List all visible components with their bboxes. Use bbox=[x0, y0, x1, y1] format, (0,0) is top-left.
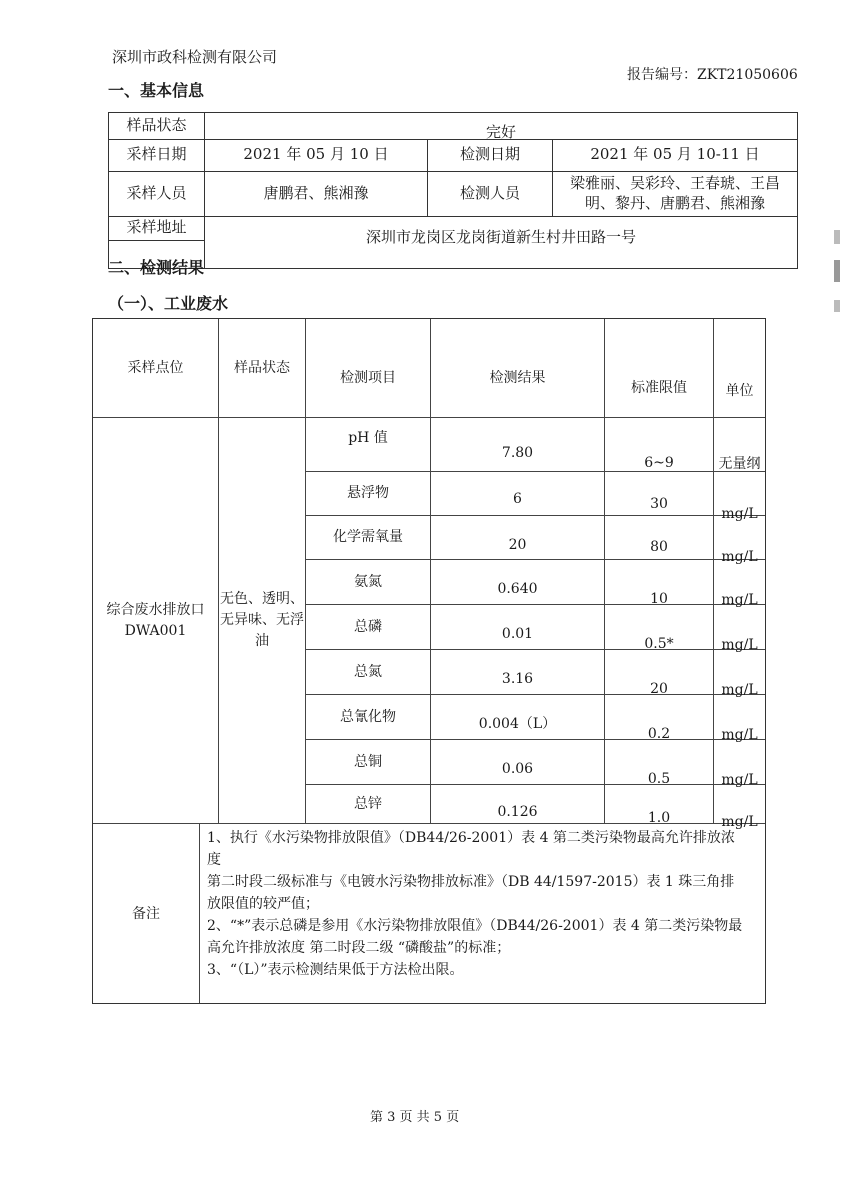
header-test-item: 检测项目 bbox=[340, 369, 396, 386]
seam-stamp-fragment bbox=[832, 220, 842, 330]
row-unit: mg/L bbox=[721, 636, 758, 653]
row-unit: mg/L bbox=[721, 548, 758, 565]
subsection-industrial-wastewater-title: （一）、工业废水 bbox=[108, 294, 229, 313]
sample-state-line1: 无色、透明、 bbox=[220, 591, 304, 607]
header-unit: 单位 bbox=[725, 382, 754, 399]
sampler-label: 采样人员 bbox=[126, 183, 187, 202]
sample-state-cell bbox=[219, 418, 305, 823]
remark-line: 第二时段二级标准与《电镀水污染物排放标准》（DB 44/1597-2015）表 1 珠三角排 bbox=[207, 874, 735, 890]
row-limit: 20 bbox=[650, 680, 668, 697]
sample-state-value: 完好 bbox=[485, 123, 516, 142]
section-results-title: 二、检测结果 bbox=[108, 258, 205, 277]
row-item: 总磷 bbox=[354, 618, 382, 635]
row-result: 0.01 bbox=[501, 625, 534, 642]
tester-value-line2: 明、黎丹、唐鹏君、熊湘豫 bbox=[584, 193, 765, 212]
tester-value bbox=[553, 171, 797, 216]
remark-line: 3、“（L）”表示检测结果低于方法检出限。 bbox=[207, 962, 464, 978]
sample-state-line2: 无异味、无浮 bbox=[220, 612, 304, 628]
row-unit: mg/L bbox=[721, 681, 758, 698]
test-date-value: 2021 年 05 月 10-11 日 bbox=[590, 145, 760, 164]
row-item: 总锌 bbox=[354, 795, 382, 812]
row-limit: 0.2 bbox=[647, 725, 671, 742]
row-item: 总氮 bbox=[354, 663, 382, 680]
company-name: 深圳市政科检测有限公司 bbox=[112, 48, 278, 66]
seam-stamp-icon bbox=[832, 220, 842, 330]
row-unit: mg/L bbox=[721, 591, 758, 608]
row-unit: 无量纲 bbox=[718, 455, 761, 472]
row-result: 3.16 bbox=[501, 670, 534, 687]
tester-value-line1: 梁雅丽、吴彩玲、王春琥、王昌 bbox=[569, 174, 780, 192]
sampling-date-value: 2021 年 05 月 10 日 bbox=[243, 145, 389, 164]
row-limit: 0.5* bbox=[644, 635, 674, 652]
header-test-result: 检测结果 bbox=[489, 369, 546, 386]
remark-line: 放限值的较严值； bbox=[207, 896, 319, 912]
sample-state-label: 样品状态 bbox=[126, 116, 187, 135]
test-date-label: 检测日期 bbox=[459, 145, 520, 164]
header-limit: 标准限值 bbox=[631, 379, 687, 396]
row-unit: mg/L bbox=[721, 771, 758, 788]
row-item: 悬浮物 bbox=[347, 485, 389, 501]
remark-label: 备注 bbox=[132, 905, 160, 922]
row-limit: 80 bbox=[650, 538, 668, 555]
row-result: 0.126 bbox=[497, 803, 538, 820]
remark-line: 1、执行《水污染物排放限值》（DB44/26-2001）表 4 第二类污染物最高允许排放浓 bbox=[207, 830, 735, 846]
report-number: 报告编号：ZKT21050606 bbox=[627, 67, 798, 83]
header-sample-state: 样品状态 bbox=[234, 359, 290, 376]
sampling-point-line2: DWA001 bbox=[124, 622, 187, 639]
address-value: 深圳市龙岗区龙岗街道新生村井田路一号 bbox=[365, 228, 636, 247]
header-sampling-point: 采样点位 bbox=[127, 359, 184, 376]
remark-text bbox=[207, 827, 763, 981]
row-result: 0.06 bbox=[501, 760, 534, 777]
row-result: 0.640 bbox=[497, 580, 538, 597]
section-basic-info-title: 一、基本信息 bbox=[108, 81, 205, 100]
row-item: 总铜 bbox=[354, 753, 382, 770]
sampling-point-cell bbox=[93, 418, 218, 823]
remark-line: 2、“*”表示总磷是参用《水污染物排放限值》（DB44/26-2001）表 4 第二类污染物最 bbox=[207, 918, 743, 934]
sampling-date-label: 采样日期 bbox=[126, 145, 187, 164]
sample-state-line3: 油 bbox=[255, 633, 269, 649]
row-item: pH 值 bbox=[348, 429, 388, 446]
row-unit: mg/L bbox=[721, 813, 758, 830]
sampling-point-line1: 综合废水排放口 bbox=[106, 601, 205, 618]
address-label: 采样地址 bbox=[126, 218, 187, 237]
row-unit: mg/L bbox=[721, 726, 758, 743]
row-result: 7.80 bbox=[501, 444, 534, 461]
row-limit: 30 bbox=[650, 496, 668, 512]
results-table bbox=[92, 318, 766, 1004]
row-limit: 6~9 bbox=[644, 454, 674, 471]
page-number: 第 3 页 共 5 页 bbox=[370, 1110, 460, 1125]
sampler-value: 唐鹏君、熊湘豫 bbox=[263, 183, 369, 202]
row-result: 0.004（L） bbox=[478, 715, 557, 732]
row-result: 20 bbox=[508, 536, 527, 553]
row-item: 氨氮 bbox=[354, 573, 382, 590]
row-result: 6 bbox=[513, 491, 522, 507]
row-item: 化学需氧量 bbox=[333, 529, 403, 545]
row-limit: 10 bbox=[650, 590, 668, 607]
basic-info-table bbox=[108, 112, 798, 269]
tester-label: 检测人员 bbox=[459, 183, 520, 202]
row-unit: mg/L bbox=[721, 506, 758, 522]
remark-line: 高允许排放浓度 第二时段二级 “磷酸盐”的标准； bbox=[207, 940, 511, 956]
remark-line: 度 bbox=[207, 852, 221, 868]
row-item: 总氰化物 bbox=[340, 708, 396, 725]
row-limit: 0.5 bbox=[647, 770, 671, 787]
row-limit: 1.0 bbox=[647, 809, 671, 826]
